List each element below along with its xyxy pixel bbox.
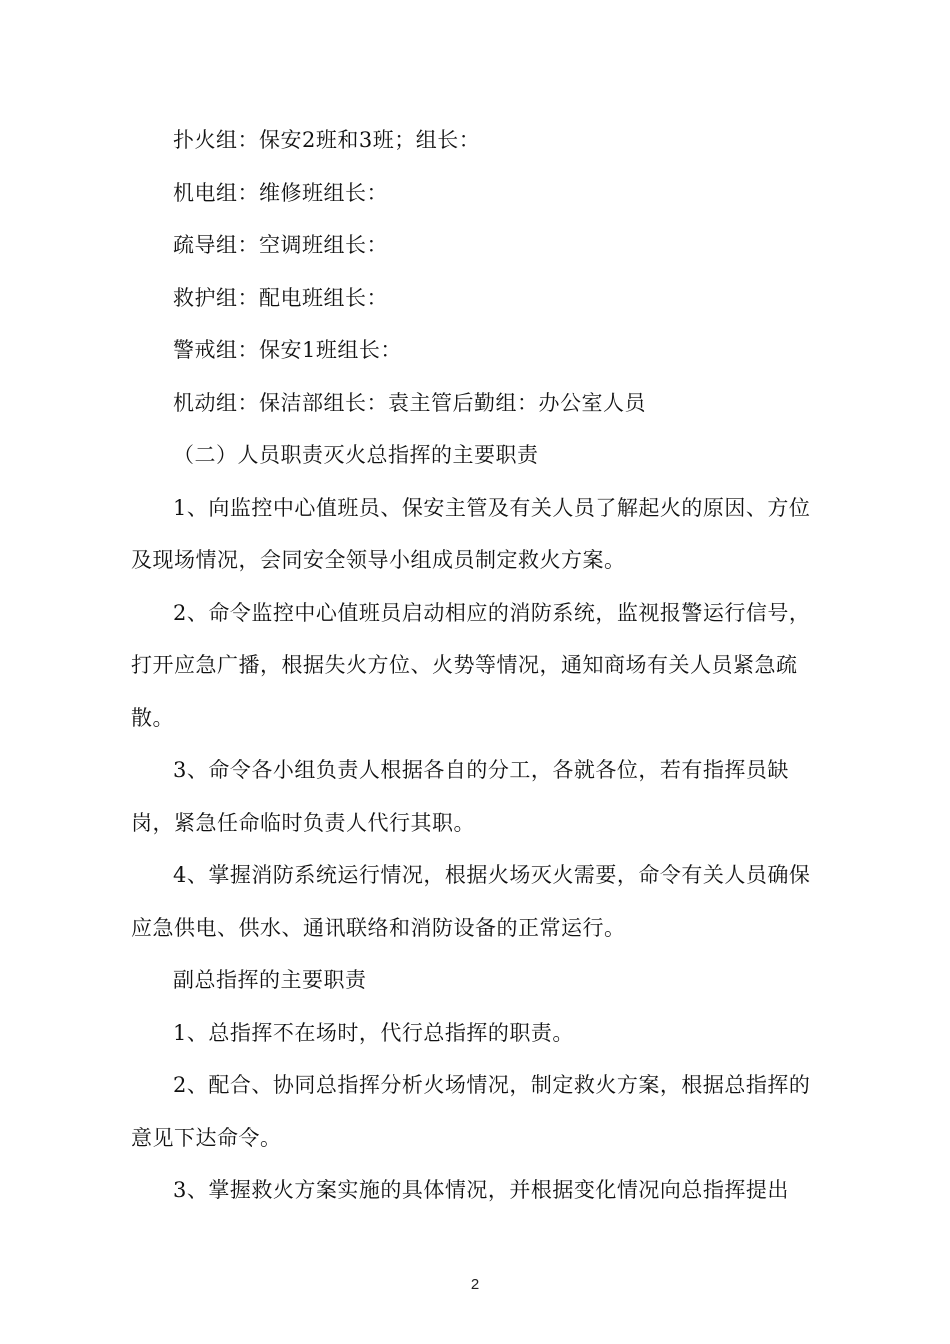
document-body — [131, 114, 821, 1217]
paragraph: 机动组：保洁部组长：袁主管后勤组：办公室人员 — [173, 390, 646, 415]
paragraph: 疏导组：空调班组长： — [173, 233, 388, 257]
paragraph: 3、命令各小组负责人根据各自的分工，各就各位，若有指挥员缺岗，紧急任命临时负责人代行其职。 — [131, 758, 789, 835]
section-heading: 副总指挥的主要职责 — [173, 968, 367, 992]
paragraph: 2、配合、协同总指挥分析火场情况，制定救火方案，根据总指挥的意见下达命令。 — [131, 1073, 811, 1150]
section-heading: （二）人员职责灭火总指挥的主要职责 — [173, 443, 539, 467]
paragraph: 机电组：维修班组长： — [173, 180, 388, 205]
paragraph: 1、总指挥不在场时，代行总指挥的职责。 — [173, 1020, 574, 1045]
page-number: 2 — [470, 1276, 480, 1293]
paragraph: 扑火组：保安2班和3班；组长： — [173, 128, 481, 152]
paragraph: 3、掌握救火方案实施的具体情况，并根据变化情况向总指挥提出 — [173, 1178, 789, 1202]
paragraph: 警戒组：保安1班组长： — [173, 338, 402, 362]
paragraph: 1、向监控中心值班员、保安主管及有关人员了解起火的原因、方位及现场情况，会同安全领导小组成员制定救火方案。 — [131, 495, 811, 572]
paragraph: 2、命令监控中心值班员启动相应的消防系统，监视报警运行信号，打开应急广播，根据失火方位、火势等情况，通知商场有关人员紧急疏散。 — [131, 600, 811, 730]
paragraph: 4、掌握消防系统运行情况，根据火场灭火需要，命令有关人员确保应急供电、供水、通讯联络和消防设备的正常运行。 — [131, 863, 811, 940]
paragraph: 救护组：配电班组长： — [173, 285, 388, 310]
